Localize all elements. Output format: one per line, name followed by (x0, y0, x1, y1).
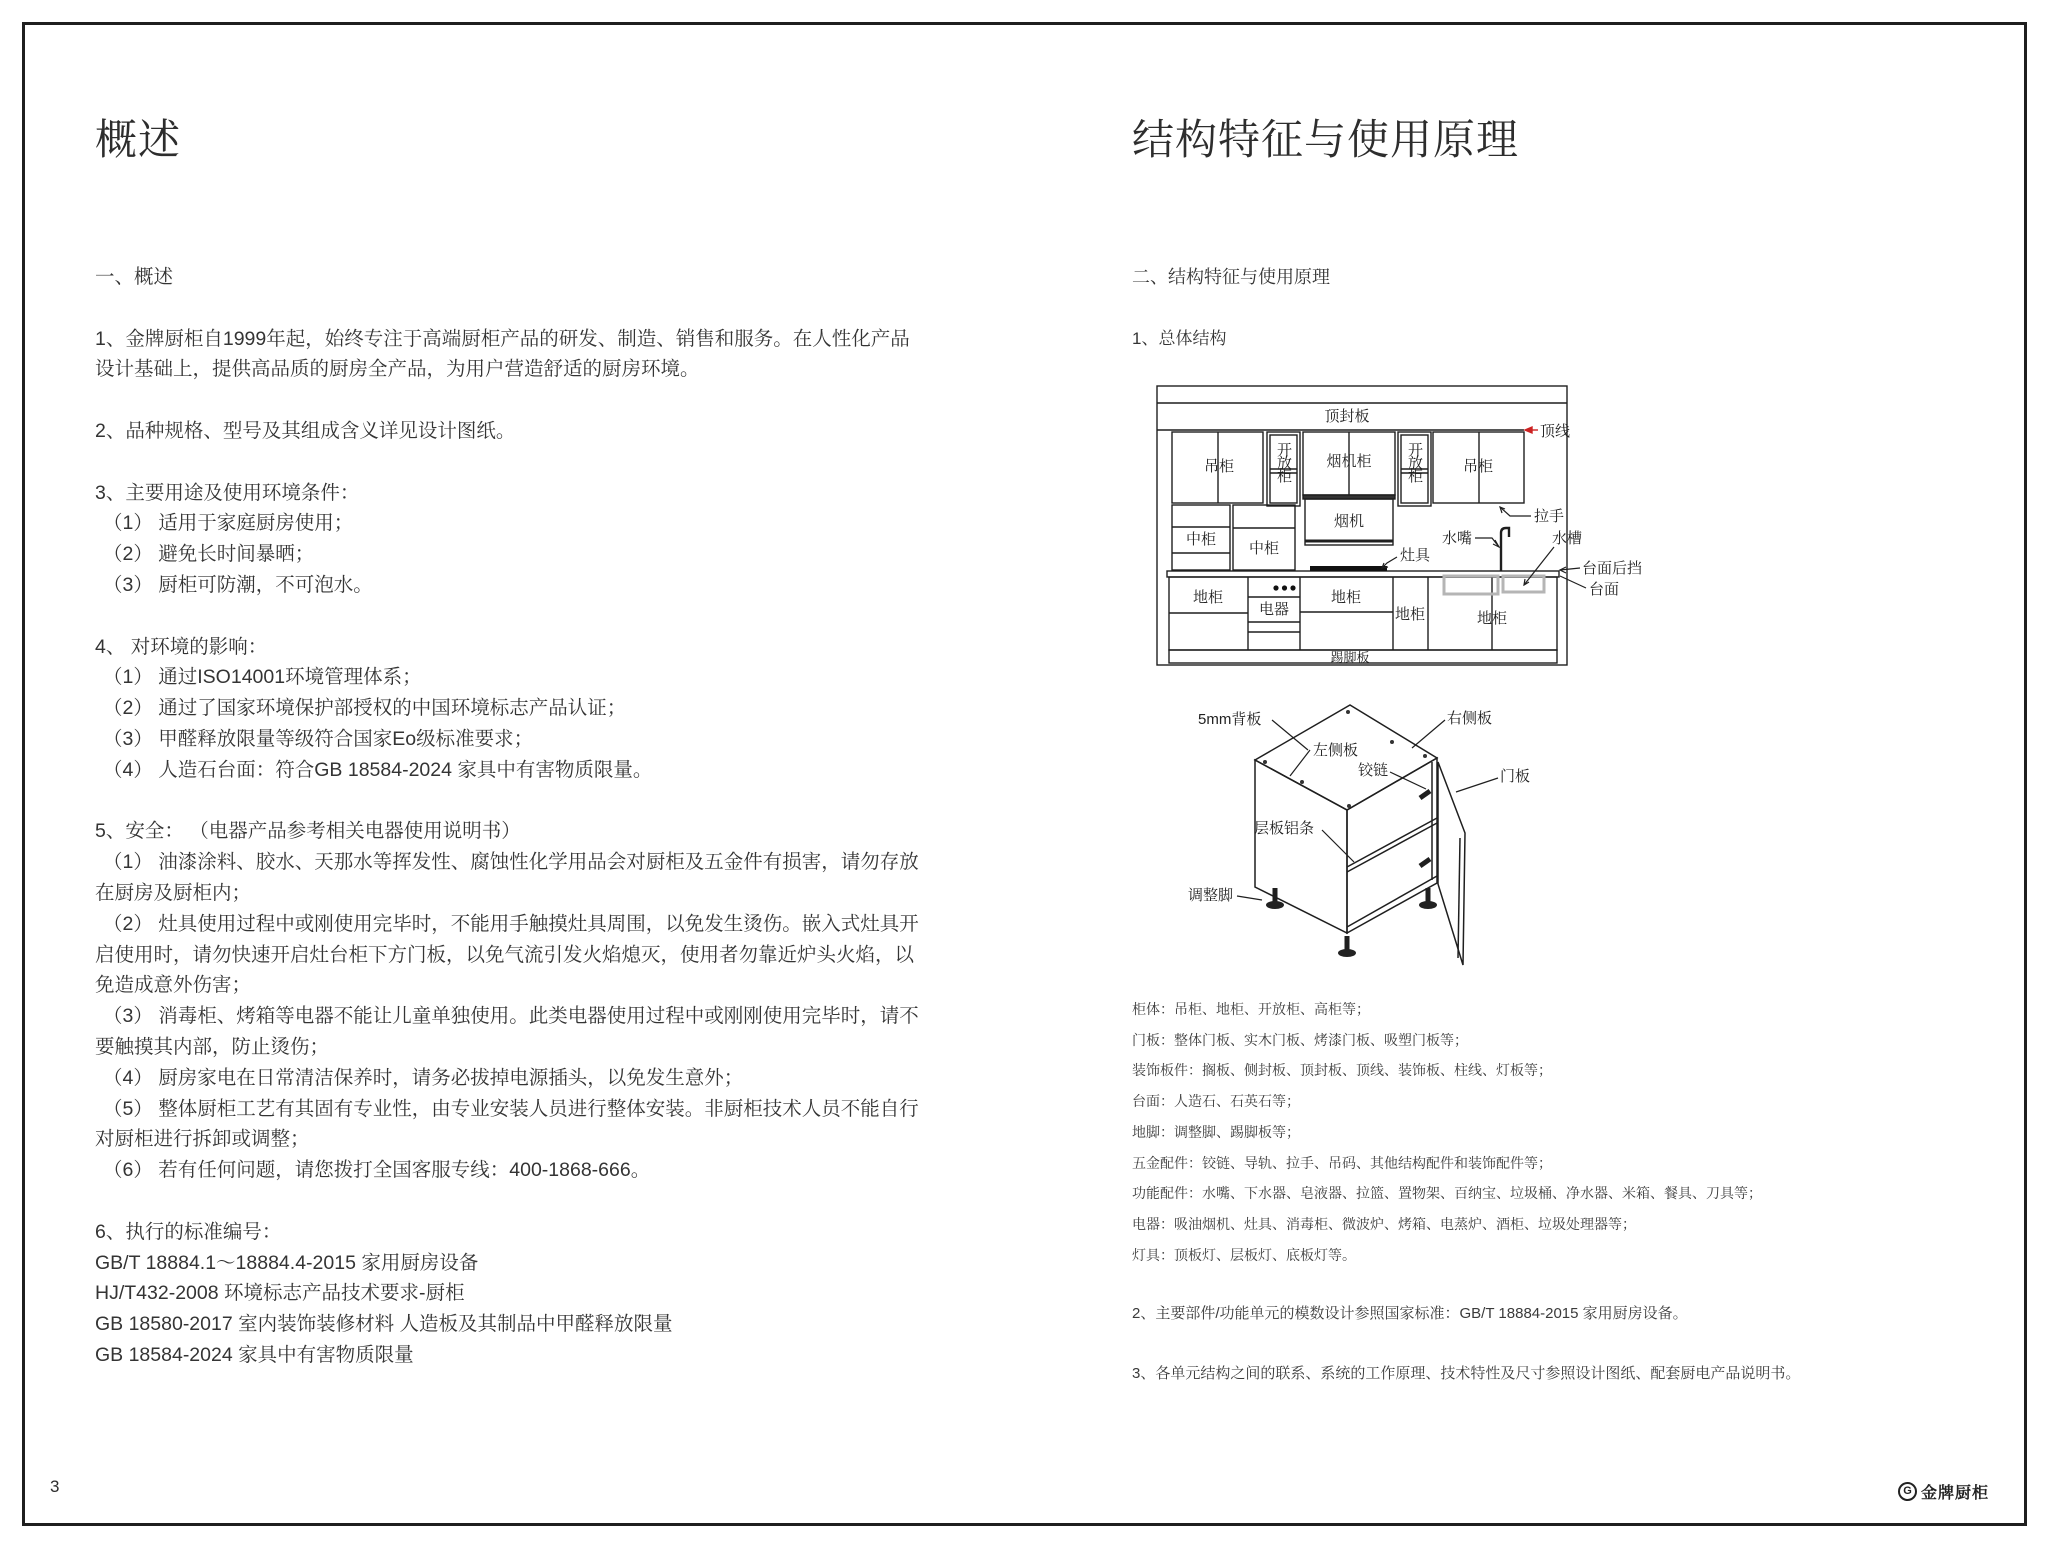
section5-item: （5） 整体厨柜工艺有其固有专业性，由专业安装人员进行整体安装。非厨柜技术人员不能自行对厨柜进行拆卸或调整； (95, 1097, 919, 1151)
standard-line: GB 18580-2017 室内装饰装修材料 人造板及其制品中甲醛释放限量 (95, 1313, 673, 1336)
label-top-seal-board: 顶封板 (1324, 408, 1370, 425)
right-column-headings (1132, 262, 1972, 354)
label-wall-cabinet-left: 吊柜 (1203, 458, 1234, 475)
section4-item: （3） 甲醛释放限量等级符合国家Eo级标准要求； (103, 727, 534, 750)
cabinet-feet-bases (1266, 901, 1437, 957)
component-line: 地脚：调整脚、踢脚板等； (1132, 1123, 1300, 1140)
label-open-cabinet-right: 开放柜 (1406, 442, 1423, 481)
label-adjustable-feet: 调整脚 (1188, 887, 1234, 904)
left-page-title: 概述 (95, 116, 182, 163)
left-section-heading: 一、概述 (95, 266, 174, 288)
component-line: 柜体：吊柜、地柜、开放柜、高柜等； (1132, 1001, 1370, 1017)
label-mid-cabinet-left: 中柜 (1185, 531, 1216, 548)
right-paragraph-2: 2、主要部件/功能单元的模数设计参照国家标准：GB/T 18884-2015 家用厨房设备。 (1132, 1305, 1688, 1322)
component-line: 功能配件：水嘴、下水器、皂液器、拉篮、置物架、百纳宝、垃圾桶、净水器、米箱、餐具、刀具等； (1132, 1185, 1762, 1202)
label-counter-backsplash: 台面后挡 (1582, 560, 1643, 577)
label-base-cabinet-3: 地柜 (1394, 606, 1425, 623)
section6-heading: 6、执行的标准编号： (95, 1220, 282, 1243)
brand-logo (1898, 1480, 1989, 1503)
label-shelf-aluminum-strip: 层板铝条 (1254, 820, 1315, 837)
label-kick-board: 踢脚板 (1330, 650, 1370, 665)
standard-line: GB 18584-2024 家具中有害物质限量 (95, 1343, 414, 1366)
label-base-cabinet-1: 地柜 (1192, 589, 1223, 606)
right-paragraph-3: 3、各单元结构之间的联系、系统的工作原理、技术特性及尺寸参照设计图纸、配套厨电产品说明书。 (1132, 1365, 1801, 1382)
component-line: 装饰板件：搁板、侧封板、顶封板、顶线、装饰板、柱线、灯板等； (1132, 1062, 1552, 1079)
label-hinge: 铰链 (1358, 762, 1389, 779)
label-base-cabinet-2: 地柜 (1330, 589, 1361, 606)
label-back-panel: 5mm背板 (1198, 711, 1262, 728)
component-line: 电器：吸油烟机、灶具、消毒柜、微波炉、烤箱、电蒸炉、酒柜、垃圾处理器等； (1132, 1215, 1636, 1232)
label-hood: 烟机 (1333, 513, 1364, 530)
label-hood-cabinet: 烟机柜 (1326, 453, 1372, 470)
label-handle: 拉手 (1534, 508, 1565, 525)
section4-item: （2） 通过了国家环境保护部授权的中国环境标志产品认证； (103, 697, 627, 720)
label-top-line: 顶线 (1540, 423, 1571, 440)
section5-item: （2） 灶具使用过程中或刚使用完毕时，不能用手触摸灶具周围，以免发生烫伤。嵌入式灶具开启使用时，请勿快速开启灶台柜下方门板，以免气流引发火焰熄灭，使用者勿靠近炉头火焰，以免造成意外伤害； (95, 912, 919, 997)
section4-item: （1） 通过ISO14001环境管理体系； (103, 666, 422, 689)
section3-heading: 3、主要用途及使用环境条件： (95, 481, 360, 504)
section4-item: （4） 人造石台面：符合GB 18584-2024 家具中有害物质限量。 (103, 758, 653, 781)
section3-item: （3） 厨柜可防潮，不可泡水。 (103, 573, 373, 596)
component-line: 五金配件：铰链、导轨、拉手、吊码、其他结构配件和装饰配件等； (1132, 1154, 1552, 1171)
component-list (1132, 994, 1972, 1270)
page-number: 3 (50, 1477, 60, 1496)
top-line-red-arrow (1525, 427, 1538, 433)
component-line: 台面：人造石、石英石等； (1132, 1093, 1300, 1110)
label-wall-cabinet-right: 吊柜 (1462, 458, 1493, 475)
label-mid-cabinet-center: 中柜 (1248, 540, 1279, 557)
standard-line: HJ/T432-2008 环境标志产品技术要求-厨柜 (95, 1282, 465, 1305)
right-section-heading: 二、结构特征与使用原理 (1132, 267, 1330, 287)
section3-item: （2） 避免长时间暴晒； (103, 543, 315, 566)
label-countertop: 台面 (1589, 581, 1620, 598)
kitchen-elevation-diagram (1155, 385, 1655, 680)
paragraph-1: 1、金牌厨柜自1999年起，始终专注于高端厨柜产品的研发、制造、销售和服务。在人性化产品设计基础上，提供高品质的厨房全产品，为用户营造舒适的厨房环境。 (95, 327, 910, 381)
label-door-panel: 门板 (1500, 768, 1531, 785)
label-open-cabinet-left: 开放柜 (1275, 442, 1292, 481)
label-cooktop: 灶具 (1400, 547, 1431, 564)
base-cabinet-drawing (1150, 690, 1670, 1010)
section5-item: （3） 消毒柜、烤箱等电器不能让儿童单独使用。此类电器使用过程中或刚刚使用完毕时，请不要触摸其内部，防止烫伤； (95, 1005, 919, 1058)
left-column (95, 262, 920, 1371)
paragraph-2: 2、品种规格、型号及其组成含义详见设计图纸。 (95, 419, 516, 442)
section4-heading: 4、 对环境的影响： (95, 635, 268, 658)
standard-line: GB/T 18884.1～18884.4-2015 家用厨房设备 (95, 1251, 479, 1274)
section3-item: （1） 适用于家庭厨房使用； (103, 512, 354, 535)
label-left-side-panel: 左侧板 (1313, 742, 1359, 759)
label-right-side-panel: 右侧板 (1447, 710, 1493, 727)
right-page-title: 结构特征与使用原理 (1132, 116, 1520, 163)
base-cabinet-iso-diagram (1150, 690, 1670, 1010)
label-base-cabinet-4: 地柜 (1476, 610, 1507, 627)
right-sub-heading: 1、总体结构 (1132, 328, 1227, 348)
component-line: 门板：整体门板、实木门板、烤漆门板、吸塑门板等； (1132, 1031, 1468, 1048)
section5-heading: 5、安全： （电器产品参考相关电器使用说明书） (95, 820, 521, 843)
brand-logo-icon: G (1898, 1482, 1917, 1501)
label-sink: 水槽 (1552, 530, 1583, 547)
label-faucet: 水嘴 (1442, 530, 1473, 547)
label-appliance: 电器 (1258, 601, 1289, 618)
section5-item: （6） 若有任何问题，请您拨打全国客服专线：400-1868-666。 (103, 1159, 651, 1182)
section5-item: （4） 厨房家电在日常清洁保养时，请务必拔掉电源插头，以免发生意外； (103, 1066, 744, 1089)
component-line: 灯具：顶板灯、层板灯、底板灯等。 (1132, 1246, 1356, 1263)
brand-logo-text: 金牌厨柜 (1921, 1485, 1990, 1502)
section5-item: （1） 油漆涂料、胶水、天那水等挥发性、腐蚀性化学用品会对厨柜及五金件有损害，请勿存放在厨房及厨柜内； (95, 851, 919, 904)
